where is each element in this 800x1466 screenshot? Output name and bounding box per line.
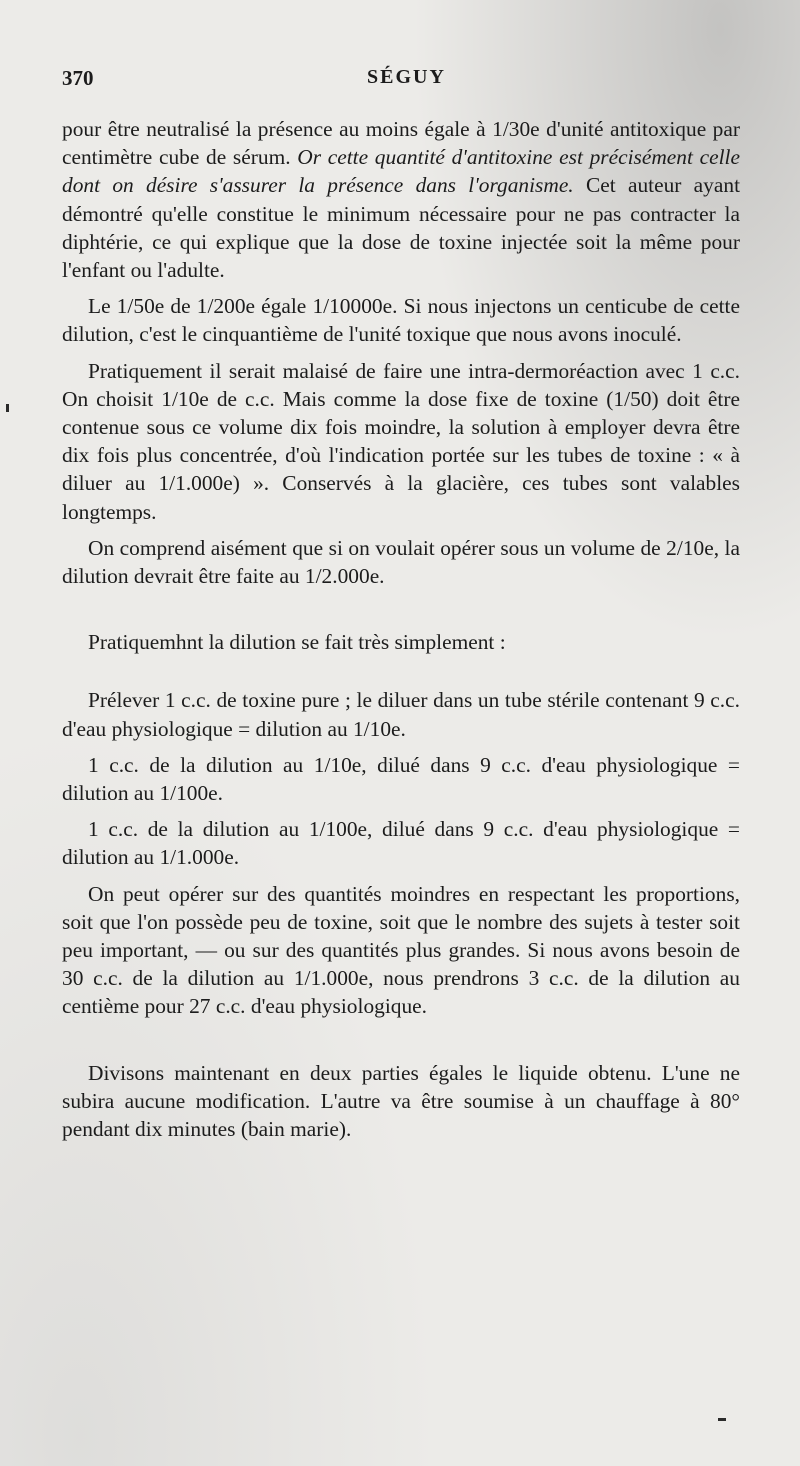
scan-speck: [718, 1418, 726, 1421]
paragraph: 1 c.c. de la dilution au 1/10e, dilué dans 9 c.c. d'eau physiologique = dilution au 1/100e.: [62, 752, 740, 806]
page-number: 370: [62, 66, 94, 90]
paragraph: 1 c.c. de la dilution au 1/100e, dilué dans 9 c.c. d'eau physiologique = dilution au 1/1.000e.: [62, 817, 740, 870]
paragraph: On comprend aisément que si on voulait opérer sous un volume de 2/10e, la dilution devrait être faite au 1/2.000e.: [62, 535, 740, 589]
paragraph-continuation: [62, 115, 740, 284]
paragraph: Divisons maintenant en deux parties égales le liquide obtenu. L'une ne subira aucune modification. L'autre va être soumise à un chauffage à 80° pendant dix minutes (bain marie).: [62, 1060, 740, 1142]
paragraph: Pratiquemhnt la dilution se fait très simplement :: [88, 630, 506, 655]
paragraph: Le 1/50e de 1/200e égale 1/10000e. Si nous injectons un centicube de cette dilution, c'est le cinquantième de l'unité toxique que nous avons inoculé.: [62, 294, 740, 347]
paragraph: On peut opérer sur des quantités moindres en respectant les proportions, soit que l'on possède peu de toxine, soit que le nombre des sujets à tester soit peu important, — ou sur des quantités plus grandes. Si nous avons besoin de 30 c.c. de la dilution au 1/1.000e, nous prendrons 3 c.c. de la dilution au centième pour 27 c.c. d'eau physiologique.: [62, 881, 740, 1019]
paragraph: Pratiquement il serait malaisé de faire une intra-dermoréaction avec 1 c.c. On choisit 1/10e de c.c. Mais comme la dose fixe de toxine (1/50) doit être contenue sous ce volume dix fois moindre, la solution à employer devra être dix fois plus concentrée, d'où l'indication portée sur les tubes de toxine : « à diluer au 1/1.000e) ». Conservés à la glacière, ces tubes sont valables longtemps.: [62, 358, 740, 524]
running-head: SÉGUY: [367, 66, 446, 88]
paragraph-text: Cet auteur ayant démontré qu'elle constitue le minimum nécessaire pour ne pas contracter la diphtérie, ce qui explique que la dose de toxine injectée soit la même pour l'enfant ou l'adulte.: [62, 173, 741, 283]
paragraph: Prélever 1 c.c. de toxine pure ; le diluer dans un tube stérile contenant 9 c.c. d'eau physiologique = dilution au 1/10e.: [62, 688, 740, 741]
body-text: [62, 115, 740, 1151]
scan-speck: [6, 404, 9, 412]
paragraph-text: pour être neutralisé la présence au moins égale à 1/30e d'unité antitoxique par centimètre cube de sérum.: [62, 117, 740, 170]
italic-emphasis: Or cette quantité d'antitoxine est précisément celle dont on désire s'assurer la présence dans l'organisme.: [62, 145, 740, 198]
page-header: [62, 66, 742, 96]
